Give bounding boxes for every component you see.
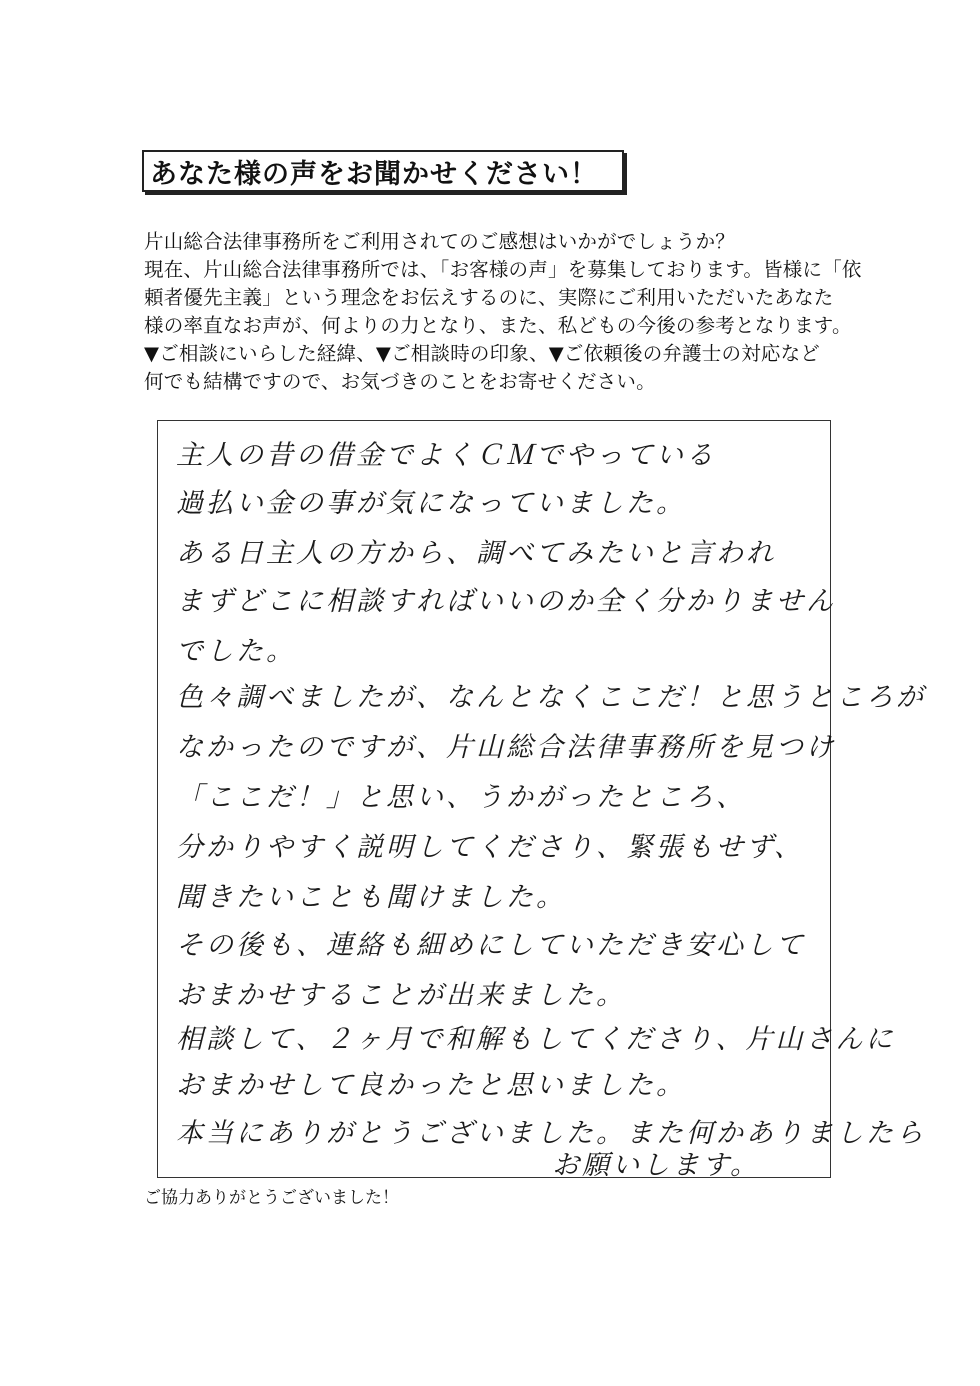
intro-line: 頼者優先主義」という理念をお伝えするのに、実際にご利用いただいたあなた	[144, 286, 834, 309]
handwritten-line: 本当にありがとうございました。また何かありましたら	[176, 1118, 926, 1149]
handwritten-line: 相談して、２ヶ月で和解もしてくださり、片山さんに	[176, 1024, 896, 1055]
handwritten-line: おまかせすることが出来ました。	[176, 980, 626, 1011]
handwritten-line: でした。	[176, 636, 296, 667]
handwritten-line: なかったのですが、片山総合法律事務所を見つけ	[176, 732, 836, 763]
intro-line: 何でも結構ですので、お気づきのことをお寄せください。	[144, 370, 656, 393]
answer-box	[157, 420, 926, 1181]
handwritten-line: まずどこに相談すればいいのか全く分かりません	[176, 586, 836, 617]
handwritten-line: 色々調べましたが、なんとなくここだ！と思うところが	[176, 682, 926, 713]
intro-line: 片山総合法律事務所をご利用されてのご感想はいかがでしょうか？	[144, 230, 736, 253]
handwritten-line: 過払い金の事が気になっていました。	[176, 488, 686, 519]
handwritten-line: 「ここだ！」と思い、うかがったところ、	[176, 782, 746, 813]
intro-text	[144, 228, 864, 396]
page-title: あなた様の声をお聞かせください！	[150, 158, 598, 190]
handwritten-line: その後も、連絡も細めにしていただき安心して	[176, 930, 806, 961]
handwritten-line: 分かりやすく説明してくださり、緊張もせず、	[176, 832, 804, 863]
intro-line: 現在、片山総合法律事務所では、「お客様の声」を募集しております。皆様に「依	[144, 258, 862, 281]
intro-line: ▼ご相談にいらした経緯、▼ご相談時の印象、▼ご依頼後の弁護士の対応など	[144, 342, 820, 365]
title-box	[142, 150, 624, 192]
handwritten-line: お願いします。	[552, 1150, 760, 1181]
handwritten-line: 主人の昔の借金でよくＣＭでやっている	[176, 440, 716, 471]
handwritten-line: 聞きたいことも聞けました。	[176, 882, 566, 913]
intro-line: 様の率直なお声が、何よりの力となり、また、私どもの今後の参考となります。	[144, 314, 852, 337]
thanks-note: ご協力ありがとうございました！	[144, 1188, 399, 1208]
handwritten-line: ある日主人の方から、調べてみたいと言われ	[176, 538, 776, 569]
handwritten-line: おまかせして良かったと思いました。	[176, 1070, 686, 1101]
